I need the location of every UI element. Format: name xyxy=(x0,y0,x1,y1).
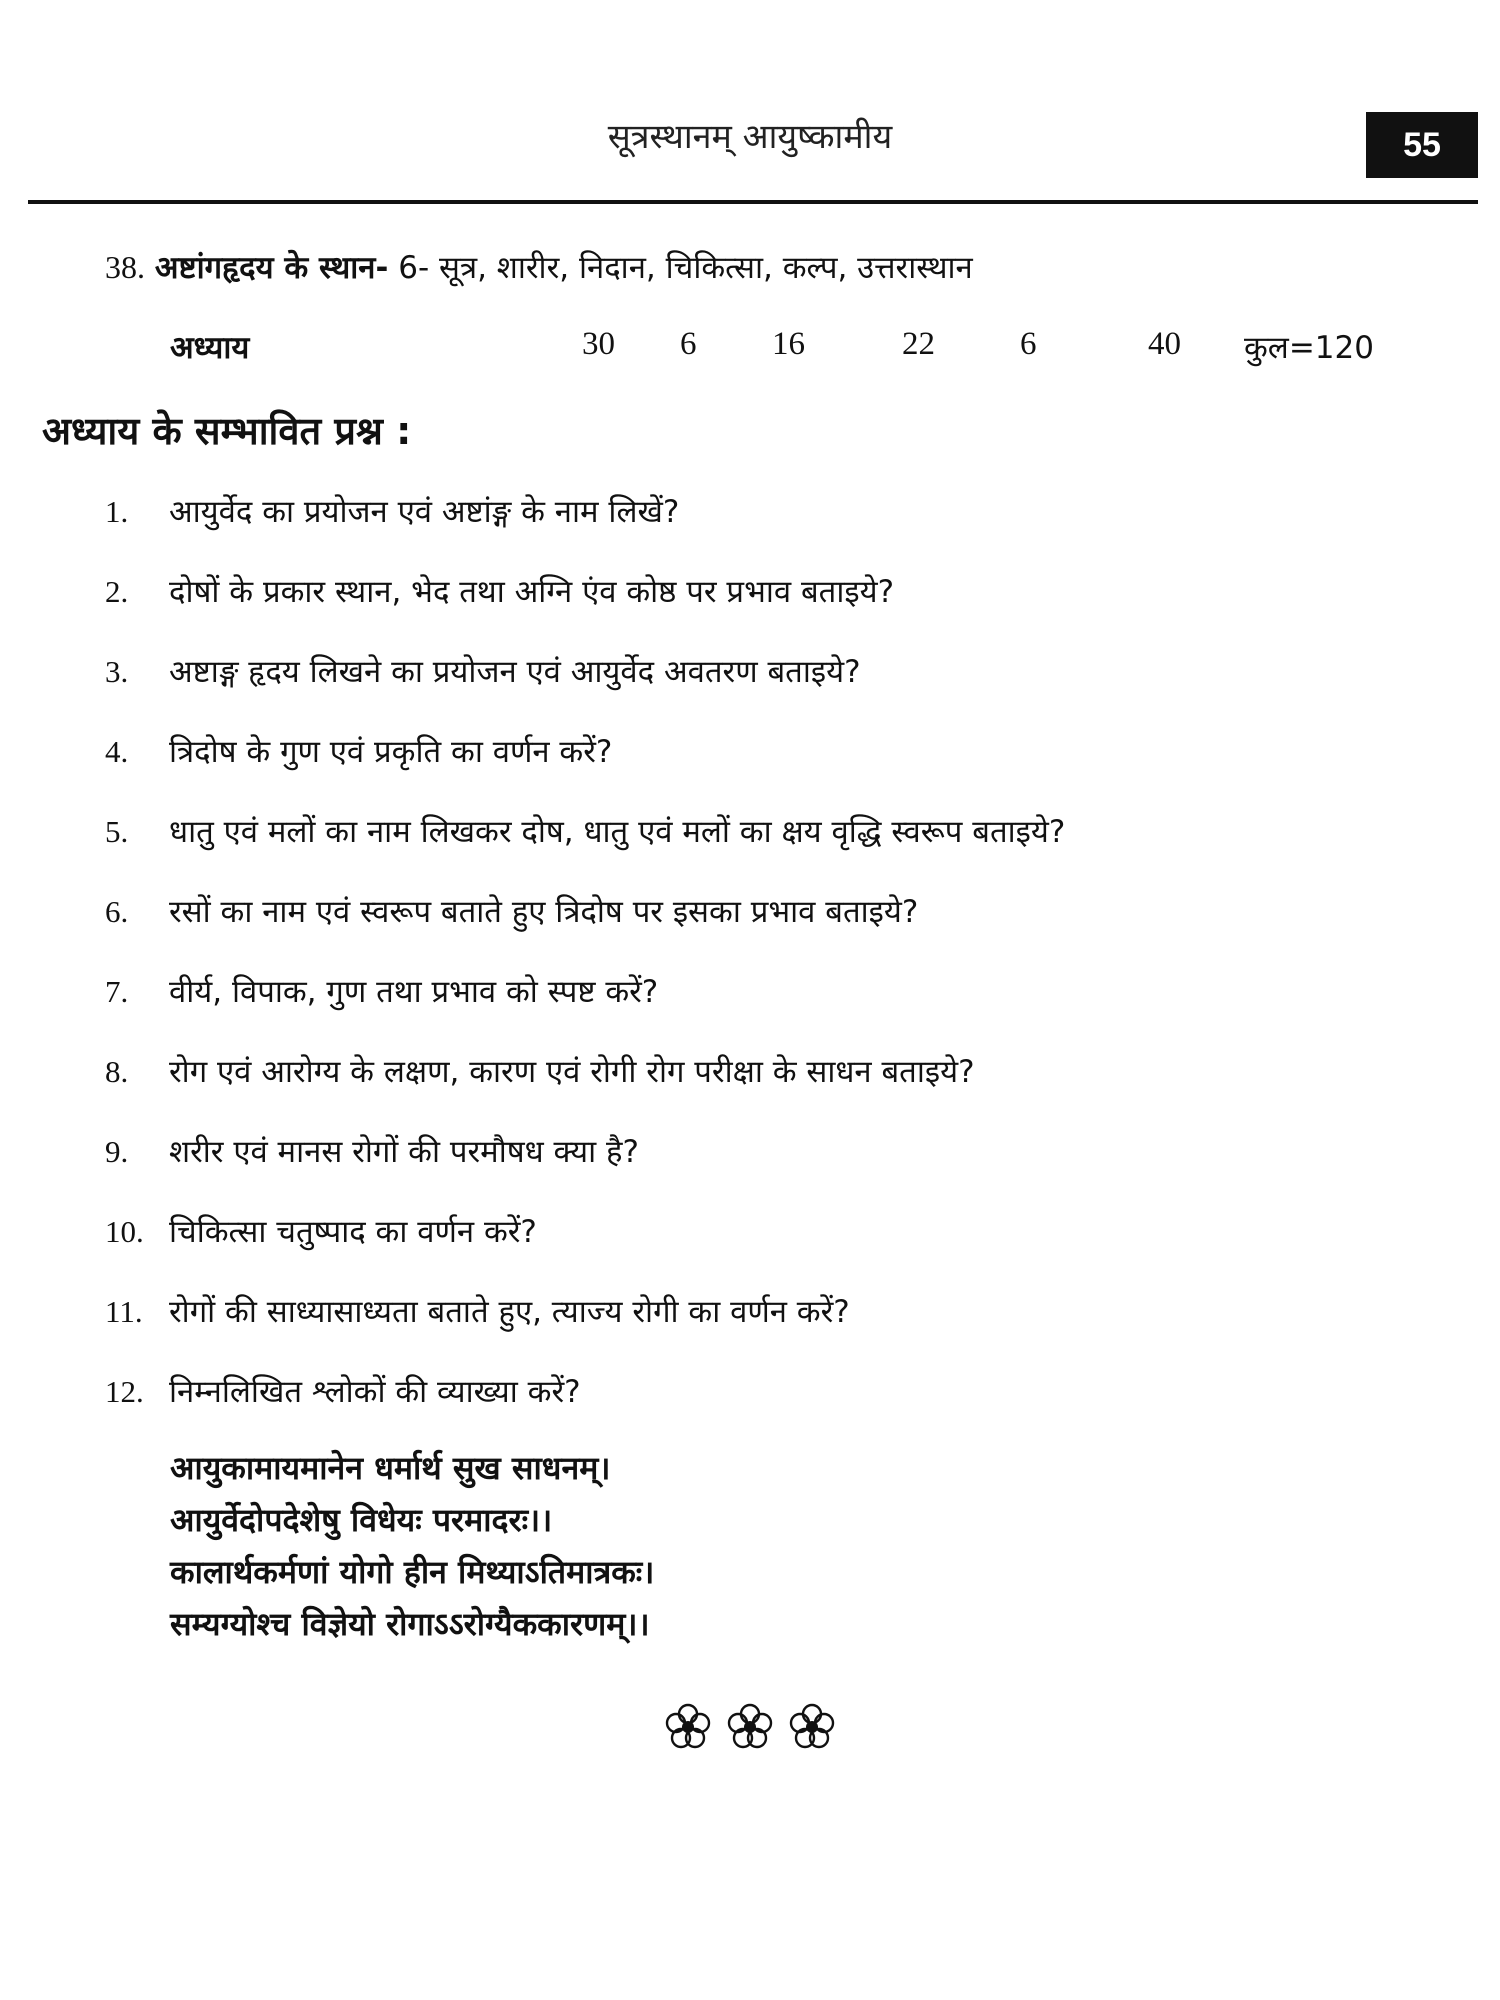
question-number: 2. xyxy=(105,574,129,609)
chapter-count-sharira: 6 xyxy=(680,326,697,362)
question-text: आयुर्वेद का प्रयोजन एवं अष्टांङ्ग के नाम लिखें? xyxy=(169,494,680,530)
question-item xyxy=(105,1130,639,1172)
question-text: धातु एवं मलों का नाम लिखकर दोष, धातु एवं मलों का क्षय वृद्धि स्वरूप बताइये? xyxy=(169,814,1066,850)
item-38 xyxy=(105,246,973,288)
question-item xyxy=(105,970,658,1012)
question-item xyxy=(105,1050,975,1092)
question-text: शरीर एवं मानस रोगों की परमौषध क्या है? xyxy=(169,1134,639,1170)
question-text: रोगों की साध्यासाध्यता बताते हुए, त्याज्य रोगी का वर्णन करें? xyxy=(169,1294,850,1330)
question-number: 6. xyxy=(105,894,129,929)
chapter-count-chikitsa: 22 xyxy=(902,326,935,362)
question-item xyxy=(105,1370,581,1412)
question-number: 9. xyxy=(105,1134,129,1169)
section-heading: अध्याय के सम्भावित प्रश्न : xyxy=(42,409,412,453)
header-rule xyxy=(28,200,1478,204)
question-item xyxy=(105,730,612,772)
question-number: 1. xyxy=(105,494,129,529)
item-38-label: अष्टांगहृदय के स्थान- xyxy=(154,250,389,286)
question-text: वीर्य, विपाक, गुण तथा प्रभाव को स्पष्ट करें? xyxy=(169,974,659,1010)
question-text: चिकित्सा चतुष्पाद का वर्णन करें? xyxy=(169,1214,537,1250)
chapter-count-uttara: 40 xyxy=(1148,326,1181,362)
question-item xyxy=(105,1210,537,1252)
shloka-verses xyxy=(170,1442,654,1650)
chapter-count-total: कुल=120 xyxy=(1244,330,1374,366)
page-number-badge: 55 xyxy=(1366,112,1478,178)
question-number: 3. xyxy=(105,654,129,689)
item-38-text: 6- सूत्र, शारीर, निदान, चिकित्सा, कल्प, उत्तरास्थान xyxy=(398,250,973,286)
question-number: 5. xyxy=(105,814,129,849)
flower-ornament-icon xyxy=(785,1700,839,1754)
chapter-count-nidana: 16 xyxy=(772,326,805,362)
question-text: रसों का नाम एवं स्वरूप बताते हुए त्रिदोष पर इसका प्रभाव बताइये? xyxy=(169,894,919,930)
item-38-number: 38. xyxy=(105,249,145,285)
chapter-count-sutra: 30 xyxy=(582,326,615,362)
flower-ornament-icon xyxy=(661,1700,715,1754)
running-header-title: सूत्रस्थानम् आयुष्कामीय xyxy=(607,117,893,157)
flower-ornament-icon xyxy=(723,1700,777,1754)
question-text: अष्टाङ्ग हृदय लिखने का प्रयोजन एवं आयुर्वेद अवतरण बताइये? xyxy=(169,654,861,690)
verse-line: सम्यग्योश्च विज्ञेयो रोगाऽऽरोग्यैककारणम्।। xyxy=(170,1605,650,1643)
chapter-count-kalpa: 6 xyxy=(1020,326,1037,362)
question-item xyxy=(105,490,679,532)
question-text: दोषों के प्रकार स्थान, भेद तथा अग्नि एंव कोष्ठ पर प्रभाव बताइये? xyxy=(169,574,895,610)
question-text: त्रिदोष के गुण एवं प्रकृति का वर्णन करें? xyxy=(169,734,613,770)
ornament-divider xyxy=(0,1700,1500,1754)
verse-line: आयुकामायमानेन धर्मार्थ सुख साधनम्। xyxy=(170,1449,611,1487)
chapters-label: अध्याय xyxy=(170,330,250,366)
question-text: निम्नलिखित श्लोकों की व्याख्या करें? xyxy=(169,1374,581,1410)
question-item xyxy=(105,1290,850,1332)
question-item xyxy=(105,810,1065,852)
question-item xyxy=(105,650,861,692)
question-number: 12. xyxy=(105,1374,144,1409)
question-number: 7. xyxy=(105,974,129,1009)
verse-line: आयुर्वेदोपदेशेषु विधेयः परमादरः।। xyxy=(170,1501,553,1539)
question-item xyxy=(105,570,894,612)
question-text: रोग एवं आरोग्य के लक्षण, कारण एवं रोगी रोग परीक्षा के साधन बताइये? xyxy=(169,1054,975,1090)
question-number: 4. xyxy=(105,734,129,769)
verse-line: कालार्थकर्मणां योगो हीन मिथ्याऽतिमात्रकः। xyxy=(170,1553,655,1591)
question-item xyxy=(105,890,918,932)
question-number: 8. xyxy=(105,1054,129,1089)
question-number: 11. xyxy=(105,1294,143,1329)
question-number: 10. xyxy=(105,1214,144,1249)
chapters-row xyxy=(0,326,1500,370)
